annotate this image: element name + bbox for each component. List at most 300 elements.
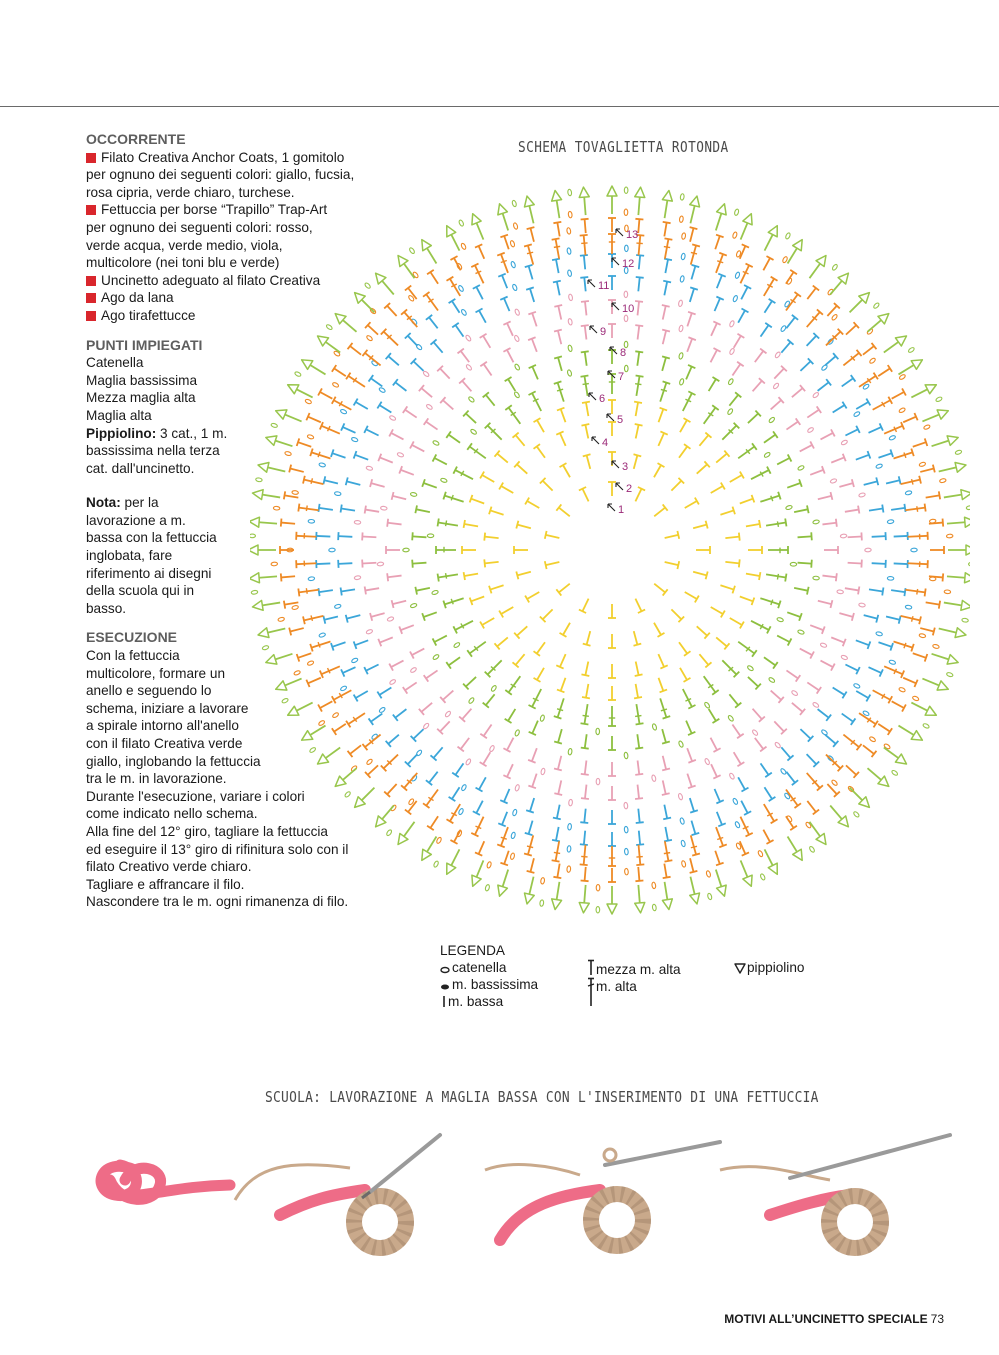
stitch-symbol [335, 768, 356, 786]
stitch-symbol [704, 676, 719, 709]
stitch-symbol [554, 318, 573, 344]
occorrente-line: per ognuno dei seguenti colori: rosso, [86, 219, 313, 235]
stitch-symbol [753, 378, 780, 391]
stitch-symbol [635, 376, 643, 396]
stitch-symbol [635, 424, 643, 439]
stitch-symbol [258, 462, 285, 472]
stitch-symbol [371, 733, 399, 747]
stitch-symbol [378, 454, 392, 463]
stitch-symbol [292, 490, 319, 511]
stitch-symbol [258, 628, 285, 638]
stitch-symbol [556, 504, 569, 516]
stitch-symbol [397, 452, 414, 475]
stitch-symbol [873, 690, 893, 703]
stitch-symbol [761, 763, 772, 777]
stitch-symbol [774, 721, 787, 748]
stitch-symbol [662, 300, 683, 320]
stitch-symbol [665, 531, 680, 539]
stitch-symbol [379, 707, 407, 721]
bassissima-symbol [440, 981, 452, 991]
stitch-symbol [722, 423, 739, 440]
stitch-symbol [354, 575, 379, 594]
stitch-symbol [266, 423, 293, 446]
stitch-symbol [944, 600, 970, 622]
stitch-symbol [280, 546, 294, 554]
esecuzione-line: Alla fine del 12° giro, tagliare la fettuccia [86, 823, 328, 839]
stitch-symbol [366, 755, 398, 772]
stitch-symbol [362, 335, 380, 366]
stitch-symbol [465, 752, 490, 766]
stitch-symbol [366, 466, 385, 487]
punto-item: Maglia bassissima [86, 372, 198, 388]
stitch-symbol [635, 301, 643, 315]
stitch-symbol [285, 451, 304, 472]
nota-line: lavorazione a m. [86, 512, 186, 528]
stitch-symbol [583, 631, 591, 646]
stitch-symbol [453, 467, 473, 480]
stitch-symbol [480, 334, 491, 348]
stitch-symbol [431, 590, 463, 608]
stitch-symbol [278, 617, 304, 636]
stitch-symbol [662, 352, 683, 371]
stitch-symbol [484, 533, 498, 541]
alta-symbol [586, 977, 596, 1007]
stitch-symbol [944, 490, 970, 510]
stitch-symbol [427, 270, 438, 284]
stitch-symbol [833, 402, 861, 418]
stitch-symbol [387, 616, 414, 634]
stitch-symbol [845, 506, 859, 514]
stitch-symbol [741, 860, 753, 886]
stitch-symbol [704, 405, 734, 424]
stitch-symbol [553, 211, 572, 236]
stitch-symbol [287, 548, 317, 568]
stitch-symbol [446, 431, 460, 442]
stitch-symbol [843, 735, 861, 751]
stitch-symbol [470, 495, 485, 504]
stitch-symbol [894, 449, 926, 467]
nota-line: basso. [86, 600, 127, 616]
stitch-symbol [528, 337, 537, 352]
stitch-symbol [389, 415, 404, 440]
esecuzione-line: come indicato nello schema. [86, 806, 258, 822]
stitch-symbol [732, 777, 748, 805]
round-number: 11 [598, 280, 610, 292]
stitch-symbol [654, 623, 664, 637]
legend-bassissima [440, 976, 538, 993]
round-number: 9 [600, 326, 607, 338]
round-number: 1 [618, 504, 625, 516]
stitch-symbol [764, 431, 778, 442]
stitch-symbol [498, 812, 507, 826]
stitch-symbol [450, 243, 466, 271]
stitch-symbol [464, 520, 478, 528]
stitch-symbol [699, 654, 711, 667]
stitch-symbol [911, 703, 936, 729]
stitch-symbol [334, 491, 355, 512]
stitch-symbol [658, 654, 667, 668]
stitch-symbol [608, 786, 616, 800]
stitch-symbol [856, 399, 870, 409]
stitch-symbol [671, 609, 684, 622]
red-square-bullet-icon [86, 293, 96, 303]
stitch-symbol [697, 461, 710, 473]
stitch-symbol [929, 519, 953, 538]
legenda [440, 942, 860, 1017]
stitch-symbol [459, 364, 472, 392]
stitch-symbol [436, 830, 461, 844]
stitch-symbol [898, 360, 922, 375]
stitch-symbol [449, 787, 460, 801]
stitch-symbol [716, 250, 741, 273]
stitch-symbol [510, 835, 533, 859]
nota-line: della scuola qui in [86, 583, 195, 599]
stitch-symbol [727, 694, 741, 722]
round-number: 5 [617, 414, 624, 426]
stitch-symbol [524, 244, 533, 264]
stitch-symbol [581, 219, 589, 233]
stitch-symbol [751, 621, 771, 634]
stitch-symbol [930, 546, 944, 554]
stitch-symbol [524, 196, 534, 223]
stitch-symbol [716, 204, 739, 231]
stitch-symbol [305, 399, 321, 423]
stitch-symbol [581, 376, 589, 396]
stitch-symbol [370, 613, 385, 621]
legenda-title: LEGENDA [440, 943, 505, 958]
stitch-symbol [432, 654, 460, 669]
stitch-symbol [579, 885, 589, 913]
stitch-symbol [932, 436, 963, 455]
stitch-symbol [748, 411, 775, 424]
stitch-symbol [427, 816, 438, 830]
arrow-icon [616, 229, 623, 236]
stitch-symbol [679, 642, 690, 656]
stitch-symbol [736, 817, 753, 850]
esecuzione-line: con il filato Creativa verde [86, 736, 243, 751]
stitch-symbol [410, 603, 437, 621]
stitch-symbol [579, 599, 589, 613]
stitch-symbol [873, 397, 906, 414]
stitch-symbol [850, 293, 880, 313]
esecuzione-line: ed eseguire il 13° giro di rifinitura solo con il [86, 841, 349, 857]
esecuzione-line: anello e seguendo lo [86, 683, 212, 699]
stitch-symbol [309, 747, 340, 764]
stitch-symbol [503, 764, 513, 778]
stitch-symbol [475, 841, 484, 855]
stitch-symbol [863, 343, 877, 355]
stitch-symbol [554, 345, 572, 371]
stitch-symbol [540, 756, 561, 775]
stitch-symbol [680, 668, 690, 682]
stitch-symbol [426, 315, 438, 328]
stitch-symbol [581, 424, 589, 439]
stitch-symbol [635, 599, 645, 613]
stitch-symbol [740, 264, 752, 284]
stitch-symbol [807, 682, 821, 708]
stitch-symbol [872, 560, 894, 580]
stitch-symbol [800, 358, 828, 371]
stitch-symbol [365, 506, 379, 514]
stitch-symbol [319, 462, 338, 484]
punti-title: PUNTI IMPIEGATI [86, 336, 203, 353]
occorrente-line: Ago da lana [86, 289, 386, 307]
stitch-symbol [354, 520, 376, 540]
punto-item: Catenella [86, 355, 144, 371]
stitch-symbol [864, 615, 883, 637]
stitch-symbol [798, 560, 820, 580]
stitch-symbol [678, 721, 695, 748]
stitch-symbol [422, 836, 437, 860]
stitch-symbol [480, 472, 494, 482]
stitch-symbol [534, 418, 544, 432]
stitch-symbol [720, 507, 735, 515]
stitch-symbol [480, 618, 494, 628]
stitch-symbol [271, 562, 295, 581]
stitch-symbol [872, 532, 886, 540]
stitch-symbol [884, 422, 904, 434]
stitch-symbol [894, 532, 918, 552]
stitch-symbol [926, 491, 940, 499]
stitch-symbol [581, 867, 589, 881]
stitch-symbol [351, 657, 379, 674]
stitch-symbol [554, 780, 562, 795]
stitch-symbol [903, 678, 919, 702]
stitch-symbol [833, 688, 847, 699]
stitch-symbol [608, 810, 616, 824]
stitch-symbol [608, 267, 628, 290]
stitch-symbol [369, 360, 383, 386]
stitch-symbol [540, 864, 561, 885]
stitch-symbol [329, 548, 353, 568]
stitch-symbol [500, 789, 509, 803]
stitch-symbol [766, 519, 786, 527]
stitch-symbol [884, 336, 915, 353]
stitch-symbol [830, 273, 848, 294]
stitch-symbol [376, 805, 394, 826]
stitch-symbol [787, 612, 804, 635]
stitch-symbol [908, 560, 936, 581]
stitch-symbol [822, 573, 843, 594]
arrow-icon [612, 303, 619, 310]
stitch-symbol [557, 408, 566, 423]
scuola-illustrations [80, 1120, 980, 1290]
occorrente-line: Filato Creativa Anchor Coats, 1 gomitolo [86, 149, 386, 167]
stitch-symbol [318, 388, 332, 398]
stitch-symbol [476, 308, 486, 322]
stitch-symbol [332, 382, 352, 410]
stitch-symbol [411, 772, 438, 785]
stitch-symbol [319, 632, 346, 650]
stitch-symbol [369, 714, 383, 725]
stitch-symbol [320, 422, 340, 434]
stitch-symbol [596, 762, 616, 785]
occorrente-line: Ago tirafettucce [86, 307, 386, 325]
mezza-alta-symbol [586, 959, 596, 976]
stitch-symbol [554, 729, 562, 744]
stitch-symbol [830, 805, 848, 826]
stitch-symbol [711, 320, 735, 336]
stitch-symbol [554, 294, 573, 320]
stitch-symbol [652, 864, 671, 889]
stitch-symbol [856, 691, 870, 716]
stitch-symbol [332, 690, 352, 703]
legend-catenella [440, 959, 506, 976]
arrow-icon [608, 504, 615, 511]
stitch-symbol [423, 721, 450, 734]
stitch-symbol [341, 588, 355, 596]
stitch-symbol [297, 438, 312, 446]
stitch-symbol [846, 765, 859, 792]
arrow-icon [612, 258, 619, 265]
stitch-symbol [624, 734, 643, 759]
stitch-symbol [581, 325, 589, 339]
stitch-symbol [516, 521, 531, 529]
stitch-symbol [738, 642, 757, 672]
stitch-symbol [818, 492, 833, 500]
legend-bassa-label: m. bassa [448, 994, 504, 1009]
red-square-bullet-icon [86, 153, 96, 163]
stitch-symbol [582, 684, 590, 698]
stitch-symbol [452, 309, 467, 337]
stitch-symbol [730, 618, 744, 628]
stitch-symbol [351, 437, 368, 460]
stitch-symbol [540, 698, 564, 721]
stitch-symbol [746, 520, 760, 528]
stitch-symbol [540, 478, 553, 491]
schema-title: SCHEMA TOVAGLIETTA ROTONDA [518, 138, 729, 156]
stitch-symbol [525, 498, 539, 508]
stitch-symbol [463, 677, 476, 689]
step2-illustration [235, 1135, 440, 1248]
stitch-symbol [608, 664, 616, 678]
stitch-symbol [794, 505, 819, 524]
stitch-symbol [768, 546, 797, 566]
stitch-symbol [740, 597, 755, 606]
stitch-symbol [760, 492, 792, 510]
stitch-symbol [525, 265, 533, 280]
page-number: 73 [930, 1312, 944, 1326]
stitch-symbol [792, 703, 805, 715]
stitch-symbol [297, 653, 312, 661]
pippiolino-symbol [733, 962, 747, 974]
stitch-symbol [438, 573, 458, 581]
stitch-symbol [825, 353, 838, 365]
stitch-symbol [392, 492, 407, 500]
stitch-symbol [740, 495, 755, 504]
stitch-symbol [364, 426, 378, 436]
stitch-symbol [848, 532, 872, 551]
stitch-symbol [624, 831, 644, 855]
stitch-symbol [878, 724, 892, 750]
stitch-symbol [635, 885, 645, 913]
stitch-symbol [560, 463, 570, 477]
arrow-icon [607, 414, 614, 421]
stitch-symbol [430, 339, 442, 352]
stitch-symbol [740, 244, 749, 258]
stitch-symbol [422, 479, 437, 487]
stitch-symbol [552, 248, 571, 274]
stitch-symbol [693, 521, 708, 529]
stitch-symbol [534, 642, 545, 656]
step4-illustration [720, 1135, 950, 1248]
stitch-symbol [908, 532, 928, 540]
stitch-symbol [696, 546, 710, 554]
stitch-symbol [553, 805, 561, 820]
stitch-symbol [526, 287, 534, 302]
stitch-symbol [911, 385, 942, 403]
stitch-symbol [660, 378, 684, 401]
stitch-symbol [809, 256, 838, 279]
stitch-symbol [709, 377, 734, 391]
stitch-symbol [685, 498, 699, 508]
stitch-symbol [567, 845, 588, 873]
stitch-symbol [348, 745, 362, 757]
stitch-symbol [798, 532, 812, 540]
esecuzione-line: Durante l'esecuzione, variare i colori [86, 788, 305, 804]
stitch-symbol [464, 572, 478, 580]
stitch-symbol [771, 691, 784, 703]
stitch-symbol [663, 805, 671, 820]
stitch-symbol [635, 187, 645, 215]
stitch-symbol [511, 821, 533, 839]
stitch-symbol [939, 462, 966, 472]
red-square-bullet-icon [86, 276, 96, 286]
stitch-symbol [659, 678, 668, 693]
occorrente-line: Uncinetto adeguato al filato Creativa [86, 272, 386, 290]
nota-line: inglobata, fare [86, 548, 173, 564]
stitch-symbol [552, 189, 572, 218]
stitch-symbol [704, 738, 720, 766]
stitch-symbol [690, 196, 700, 223]
stitch-symbol [581, 662, 589, 677]
top-rule [0, 106, 999, 107]
stitch-symbol [453, 621, 473, 634]
stitch-symbol [691, 265, 699, 280]
stitch-symbol [780, 747, 794, 775]
stitch-symbol [687, 337, 696, 352]
stitch-symbol [472, 214, 484, 240]
stitch-symbol [665, 561, 680, 569]
stitch-symbol [307, 660, 340, 678]
arrow-icon [589, 393, 596, 400]
stitch-symbol [716, 451, 729, 463]
stitch-symbol [716, 637, 729, 649]
stitch-symbol [250, 534, 276, 555]
stitch-symbol [671, 478, 684, 491]
stitch-symbol [792, 385, 820, 398]
stitch-symbol [774, 366, 787, 379]
stitch-symbol [515, 774, 537, 792]
stitch-symbol [884, 747, 907, 776]
stitch-symbol [636, 277, 644, 291]
legend-mezza-alta-label: mezza m. alta [596, 962, 681, 977]
stitch-symbol [354, 640, 369, 649]
stitch-symbol [664, 233, 686, 259]
stitch-symbol [284, 601, 298, 609]
stitch-symbol [764, 657, 778, 683]
stitch-symbol [720, 585, 735, 593]
esecuzione-line: multicolore, formare un [86, 665, 226, 681]
stitch-symbol [500, 284, 517, 311]
stitch-symbol [741, 285, 751, 299]
esecuzione-line: a spirale intorno all'anello [86, 718, 239, 734]
stitch-symbol [567, 809, 588, 830]
round-number: 2 [626, 483, 633, 495]
stitch-symbol [540, 609, 553, 622]
stitch-symbol [777, 636, 791, 646]
stitch-symbol [366, 629, 393, 646]
